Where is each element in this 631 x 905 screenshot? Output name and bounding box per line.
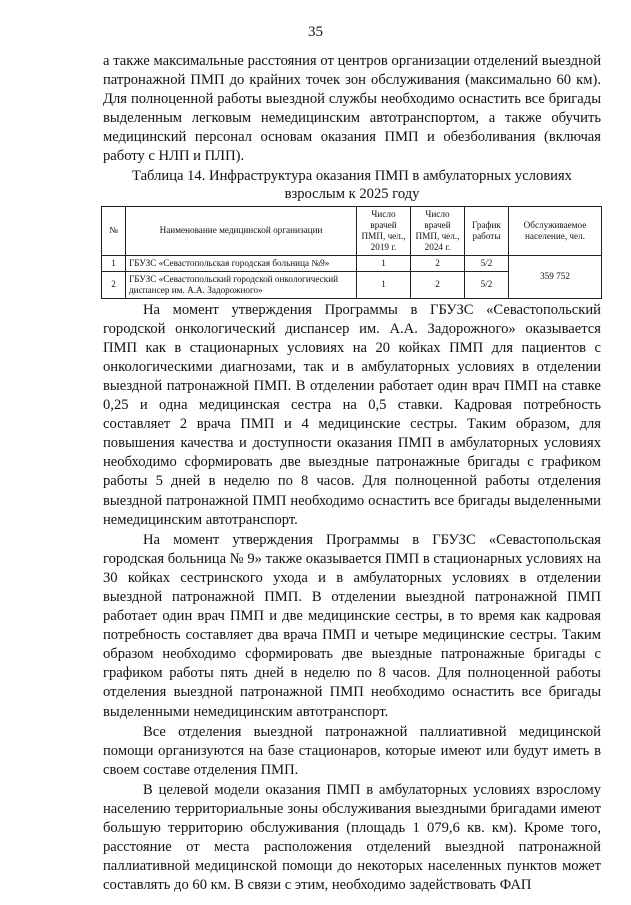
row-doctors-2019: 1 — [357, 271, 411, 298]
infrastructure-table — [101, 206, 602, 299]
page-number: 35 — [308, 24, 323, 40]
paragraph-hospital-9: На момент утверждения Программы в ГБУЗС «Севастопольская городская больница № 9» также оказывается ПМП в стационарных условиях на 30 койках сестринского ухода и в амбулаторных условиях в отделении выездной патронажной ПМП. В отделении выездной патронажной ПМП работает один врач ПМП и две медицинские сестры, в то время как кадровая потребность составляет два врача ПМП и четыре медицинские сестры. Таким образом необходимо сформировать две выездные патронажные бригады с графиком работы пять дней в неделю по 8 часов. Для полноценной работы отделения выездной патронажной ПМП необходимо оснастить все бригады выделенными немедицинским автотранспорт. — [103, 531, 601, 720]
row-doctors-2019: 1 — [357, 255, 411, 271]
paragraph-oncology-dispensary: На момент утверждения Программы в ГБУЗС «Севастопольский городской онкологический диспансер им. А.А. Задорожного» оказывается ПМП как в стационарных условиях на 20 койках ПМП для пациентов с онкологическими диагнозами, так и в амбулаторных условиях в отделении выездной патронажной ПМП. В отделении работает один врач ПМП на ставке 0,25 и одна медицинская сестра на 0,5 ставки. Кадровая потребность составляет 2 врача ПМП и 4 медицинские сестры. Таким образом, для повышения качества и доступности оказания ПМП в амбулаторных условиях необходимо сформировать две выездные патронажные бригады с графиком работы 5 дней в неделю по 8 часов. Для полноценной работы отделения выездной патронажной ПМП необходимо оснастить все бригады выделенными немедицинским автотранспорт. — [103, 301, 601, 528]
header-doctors-2024: Число врачей ПМП, чел., 2024 г. — [411, 206, 465, 255]
intro-paragraph: а также максимальные расстояния от центров организации отделений выездной патронажной ПМП до крайних точек зон обслуживания (максимально 60 км). Для полноценной работы выездной службы необходимо оснастить все бригады выделенным легковым немедицинским автотранспортом, а также обучить медицинский персонал основам оказания ПМП и обезболивания (включая работу с НЛП и ПЛП). — [103, 53, 601, 165]
row-doctors-2024: 2 — [411, 255, 465, 271]
paragraph-target-model: В целевой модели оказания ПМП в амбулаторных условиях взрослому населению территориальные зоны обслуживания выездными бригадами имеют большую территорию обслуживания (площадь 1 079,6 кв. км). Кроме того, расстояние от места расположения отделений выездной патронажной паллиативной медицинской помощи до некоторых населенных пунктов может составлять до 60 км. В связи с этим, необходимо задействовать ФАП — [103, 781, 601, 894]
population-total: 359 752 — [509, 255, 602, 298]
row-num: 1 — [102, 255, 126, 271]
row-doctors-2024: 2 — [411, 271, 465, 298]
page-content — [103, 52, 601, 895]
row-schedule: 5/2 — [465, 255, 509, 271]
header-num: № — [102, 206, 126, 255]
row-schedule: 5/2 — [465, 271, 509, 298]
row-name: ГБУЗС «Севастопольский городской онкологический диспансер им. А.А. Задорожного» — [126, 271, 357, 298]
table-caption: Таблица 14. Инфраструктура оказания ПМП в амбулаторных условиях взрослым к 2025 году — [132, 167, 572, 203]
header-name: Наименование медицинской организации — [126, 206, 357, 255]
paragraph-departments: Все отделения выездной патронажной паллиативной медицинской помощи организуются на базе стационаров, которые имеют или будут иметь в своем составе отделения ПМП. — [103, 723, 601, 778]
header-population: Обслуживаемое население, чел. — [509, 206, 602, 255]
table-header-row — [102, 206, 602, 255]
row-num: 2 — [102, 271, 126, 298]
header-schedule: График работы — [465, 206, 509, 255]
table-row — [102, 255, 602, 271]
header-doctors-2019: Число врачей ПМП, чел., 2019 г. — [357, 206, 411, 255]
row-name: ГБУЗС «Севастопольская городская больница №9» — [126, 255, 357, 271]
